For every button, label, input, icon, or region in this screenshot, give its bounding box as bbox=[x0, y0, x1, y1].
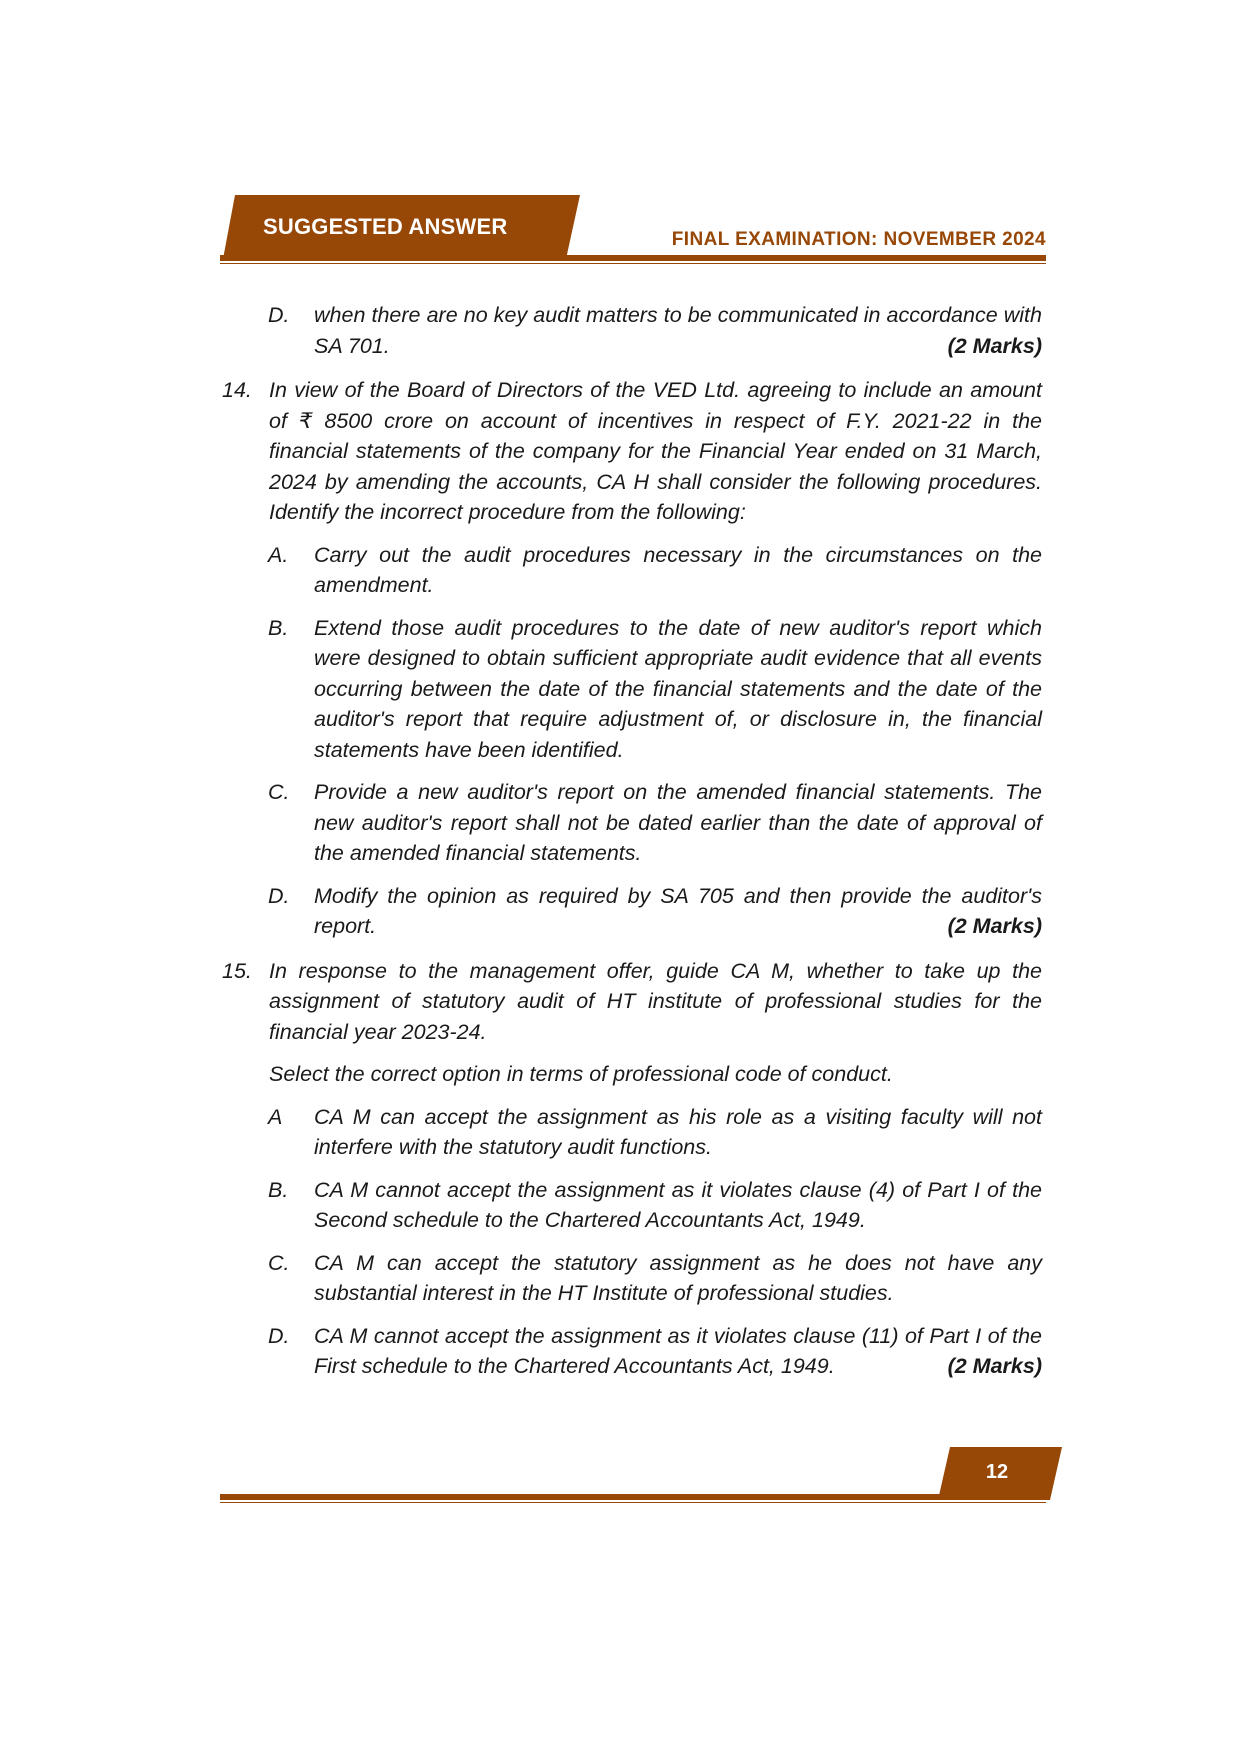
header-rule-thin bbox=[220, 263, 1046, 264]
question-text: In view of the Board of Directors of the VED Ltd. agreeing to include an amount of ₹ 8500 crore on account of incentives in respect of F.Y. 2021-22 in the financial statements of the company for the Financial Year ended on 31 March, 2024 by amending the accounts, CA H shall consider the following procedures. Identify the incorrect procedure from the following: bbox=[269, 378, 1042, 524]
q14-option-d bbox=[222, 881, 1042, 942]
footer-rule-thin bbox=[220, 1502, 1046, 1503]
prev-option-d bbox=[222, 300, 1042, 361]
option-text: when there are no key audit matters to be communicated in accordance with SA 701. bbox=[314, 303, 1042, 358]
option-label: D. bbox=[268, 1323, 290, 1348]
footer-rule bbox=[220, 1494, 1046, 1500]
q15-option-b bbox=[222, 1175, 1042, 1236]
option-label: C. bbox=[268, 780, 290, 804]
q15-instruction: Select the correct option in terms of professional code of conduct. bbox=[269, 1062, 893, 1086]
page-number: 12 bbox=[985, 1461, 1009, 1483]
q14-option-a bbox=[222, 540, 1042, 601]
option-text: CA M cannot accept the assignment as it violates clause (11) of Part I of the First schedule to the Chartered Accountants Act, 1949. bbox=[314, 1323, 1042, 1378]
question-15 bbox=[222, 956, 1042, 1048]
option-text: Provide a new auditor's report on the amended financial statements. The new auditor's report shall not be dated earlier than the date of approval of the amended financial statements. bbox=[314, 780, 1042, 865]
header-tab-label: SUGGESTED ANSWER bbox=[263, 214, 508, 239]
marks-label: (2 Marks) bbox=[947, 333, 1042, 358]
option-label: B. bbox=[268, 1177, 289, 1202]
option-text: Extend those audit procedures to the date of new auditor's report which were designed to obtain sufficient appropriate audit evidence that all events occurring between the date of the financial statements and the date of the auditor's report that require adjustment of, or disclosure in, the financial statements have been identified. bbox=[314, 615, 1042, 762]
option-text: Carry out the audit procedures necessary in the circumstances on the amendment. bbox=[314, 542, 1042, 597]
q15-option-d bbox=[222, 1321, 1042, 1382]
page-number-tab bbox=[938, 1447, 1062, 1500]
option-text: CA M can accept the statutory assignment as he does not have any substantial interest in the HT Institute of professional studies. bbox=[314, 1250, 1042, 1305]
option-label: A bbox=[268, 1104, 283, 1129]
header-tab bbox=[223, 195, 580, 259]
option-text: Modify the opinion as required by SA 705 and then provide the auditor's report. bbox=[314, 883, 1042, 938]
header-rule bbox=[220, 255, 1046, 261]
question-number: 14. bbox=[222, 378, 252, 402]
option-text: CA M can accept the assignment as his role as a visiting faculty will not interfere with the statutory audit functions. bbox=[314, 1104, 1042, 1159]
question-text: In response to the management offer, guide CA M, whether to take up the assignment of statutory audit of HT institute of professional studies for the financial year 2023-24. bbox=[269, 958, 1042, 1044]
option-label: C. bbox=[268, 1250, 290, 1275]
q15-option-a bbox=[222, 1102, 1042, 1163]
q15-option-c bbox=[222, 1248, 1042, 1309]
q14-option-b bbox=[222, 613, 1042, 766]
question-number: 15. bbox=[222, 958, 252, 983]
document-body bbox=[222, 300, 1042, 1382]
option-label: A. bbox=[268, 542, 289, 567]
option-label: D. bbox=[268, 883, 290, 908]
marks-label: (2 Marks) bbox=[947, 1354, 1042, 1378]
option-label: B. bbox=[268, 615, 289, 640]
exam-title: FINAL EXAMINATION: NOVEMBER 2024 bbox=[671, 229, 1046, 250]
option-label: D. bbox=[268, 303, 290, 327]
q14-option-c bbox=[222, 777, 1042, 869]
marks-label: (2 Marks) bbox=[947, 914, 1042, 938]
question-14 bbox=[222, 375, 1042, 528]
option-text: CA M cannot accept the assignment as it violates clause (4) of Part I of the Second schedule to the Chartered Accountants Act, 1949. bbox=[314, 1177, 1042, 1232]
